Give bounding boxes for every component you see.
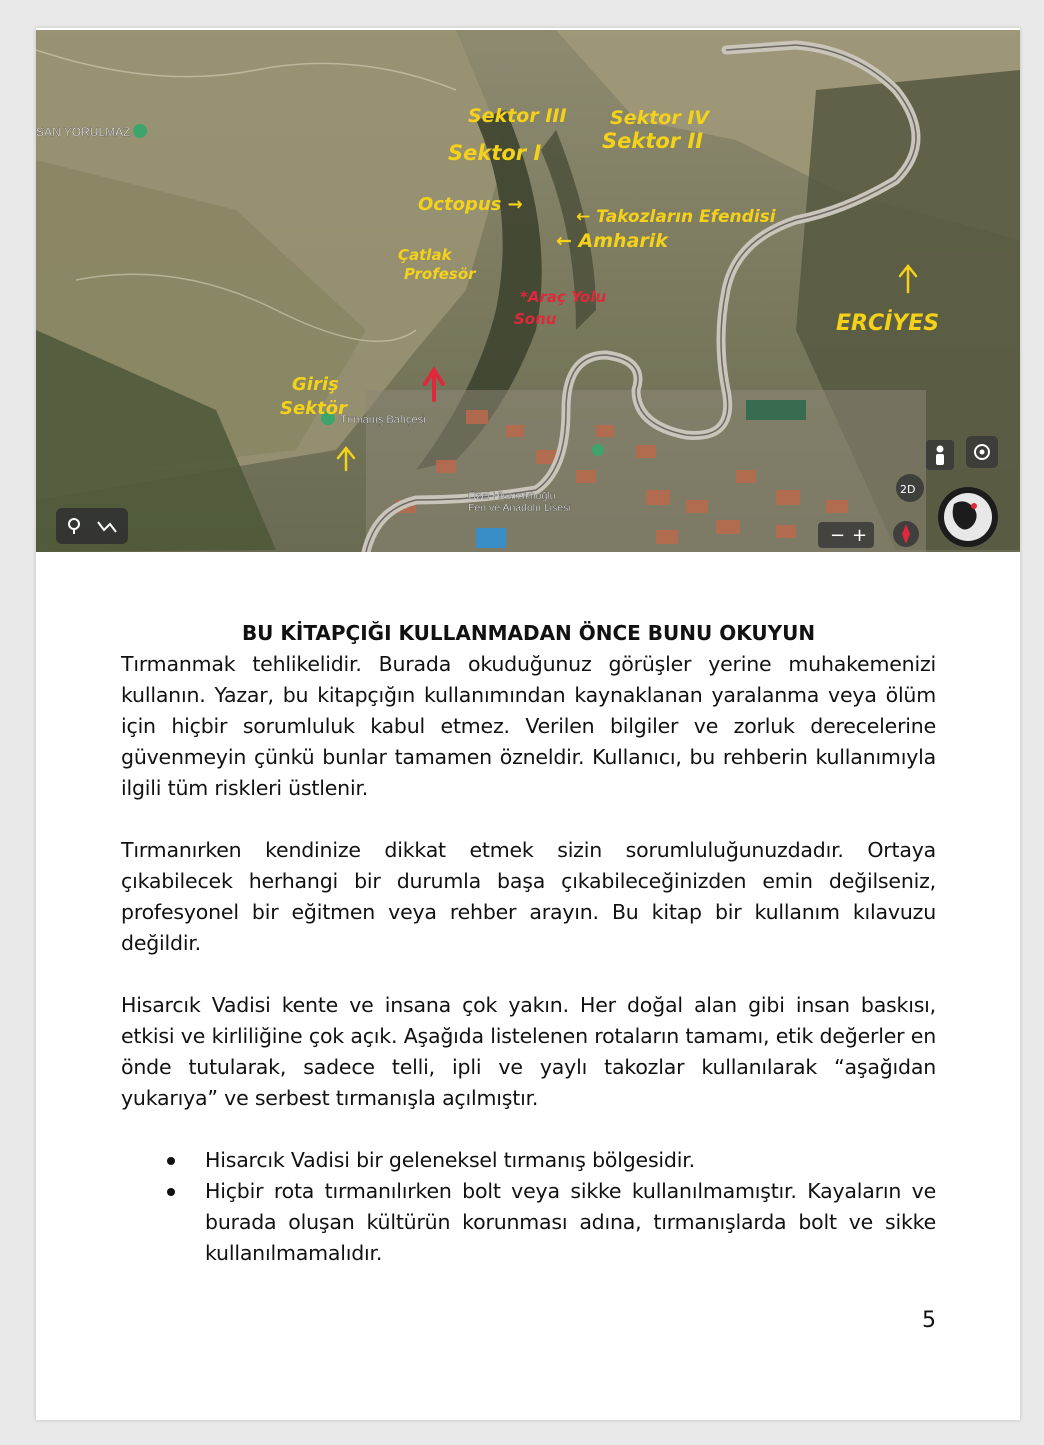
list-item: Hisarcık Vadisi bir geleneksel tırmanış bölgesidir. xyxy=(205,1145,936,1176)
annotation-amharik: ← Amharik xyxy=(556,230,668,252)
map-label-school-2: Fen ve Anadolu Lisesi xyxy=(468,502,571,514)
annotation-octopus: Octopus → xyxy=(418,194,523,215)
annotation-giris-2: Sektör xyxy=(280,398,347,419)
annotation-arac-2: Sonu xyxy=(514,310,557,328)
map-label-garden: Tırmanış Bahçesi xyxy=(340,414,426,426)
globe-icon[interactable] xyxy=(938,487,998,547)
annotation-sektor-2: Sektor II xyxy=(602,129,704,153)
document-content xyxy=(121,618,936,1269)
map-layers-button[interactable] xyxy=(56,508,128,544)
park-pin-icon xyxy=(592,444,604,456)
map-label-place: SAN YORULMAZ xyxy=(36,125,131,139)
list-item: Hiçbir rota tırmanılırken bolt veya sikke kullanılmamıştır. Kayaların ve burada oluşan kültürün korunması adına, tırmanışlarda bolt ve sikke kullanılmamalıdır. xyxy=(205,1176,936,1269)
map-label-school-1: Özel Hisarcıklıoğlu xyxy=(468,490,556,502)
document-page xyxy=(36,28,1020,1420)
page-title: BU KİTAPÇIĞI KULLANMADAN ÖNCE BUNU OKUYUN xyxy=(241,621,816,645)
svg-text:2D: 2D xyxy=(900,483,916,496)
zoom-in-button[interactable]: + xyxy=(852,525,868,546)
annotation-sektor-3: Sektor III xyxy=(468,105,567,127)
park-pin-icon xyxy=(133,124,147,138)
zoom-control[interactable] xyxy=(818,522,874,548)
zoom-out-button[interactable]: − xyxy=(830,525,846,546)
view-2d-button[interactable] xyxy=(896,474,924,502)
annotation-gatlak-1: Çatlak xyxy=(398,246,452,264)
satellite-photo xyxy=(36,30,1020,552)
annotation-gatlak-2: Profesör xyxy=(404,265,476,283)
compass-button[interactable] xyxy=(893,521,919,547)
annotation-arac-1: *Araç Yolu xyxy=(520,288,607,306)
annotation-sektor-1: Sektor I xyxy=(448,141,542,165)
annotation-erciyes: ERCİYES xyxy=(836,311,940,336)
my-location-icon[interactable] xyxy=(966,436,998,468)
annotation-takozlar: ← Takozların Efendisi xyxy=(576,207,776,227)
page-number: 5 xyxy=(922,1308,936,1333)
annotation-sektor-4: Sektor IV xyxy=(610,107,710,129)
annotation-giris-1: Giriş xyxy=(292,374,339,395)
bullet-list xyxy=(121,1145,936,1269)
paragraph-warning: Tırmanmak tehlikelidir. Burada okuduğunuz görüşler yerine muhakemenizi kullanın. Yazar, bu kitapçığın kullanımından kaynaklanan yaralanma veya ölüm için hiçbir sorumluluk kabul etmez. Verilen bilgiler ve zorluk derecelerine güvenmeyin çünkü bunlar tamamen özneldir. Kullanıcı, bu rehberin kullanımıyla ilgili tüm riskleri üstlenir. xyxy=(121,652,936,800)
pegman-icon[interactable] xyxy=(926,440,954,470)
paragraph-ethics: Hisarcık Vadisi kente ve insana çok yakın. Her doğal alan gibi insan baskısı, etkisi ve kirliliğine çok açık. Aşağıda listelenen rotaların tamamı, etik değerler en önde tutularak, sadece telli, ipli ve yaylı takozlar kullanılarak “aşağıdan yukarıya” ve serbest tırmanışla açılmıştır. xyxy=(121,993,936,1110)
paragraph-responsibility: Tırmanırken kendinize dikkat etmek sizin sorumluluğunuzdadır. Ortaya çıkabilecek herhangi bir durumla başa çıkabileceğinizden emin değilseniz, profesyonel bir eğitmen veya rehber arayın. Bu kitap bir kullanım kılavuzu değildir. xyxy=(121,838,936,955)
